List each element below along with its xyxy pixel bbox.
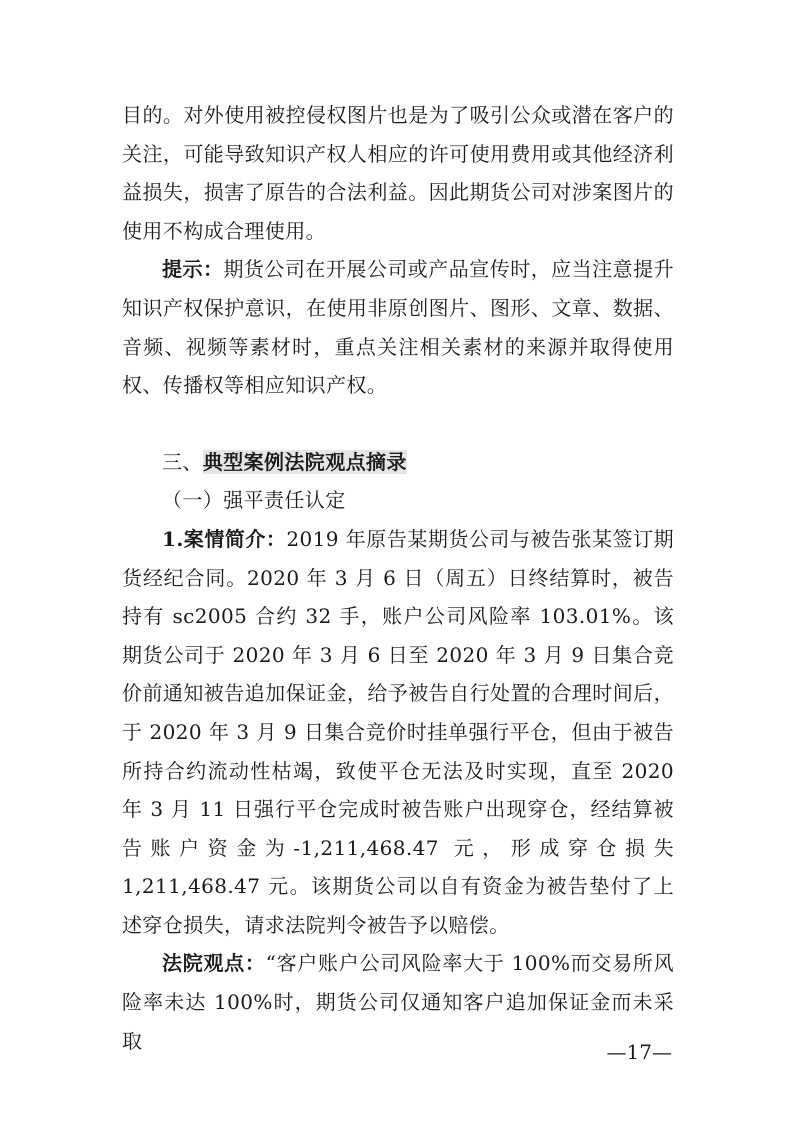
case-label: 1.案情简介： — [162, 526, 287, 551]
section-title: 典型案例法院观点摘录 — [202, 449, 407, 474]
paragraph-case — [122, 520, 674, 945]
section-prefix: 三、 — [162, 449, 203, 474]
court-label: 法院观点： — [162, 951, 266, 976]
page-number: —17— — [606, 1040, 672, 1064]
tip-label: 提示： — [162, 257, 224, 282]
section-heading — [122, 443, 674, 482]
court-text: “客户账户公司风险率大于 100%而交易所风险率未达 100%时，期货公司仅通知客户追加保证金而未采取 — [122, 951, 675, 1053]
subsection-heading: （一）强平责任认定 — [162, 488, 346, 513]
paragraph-conclusion: 目的。对外使用被控侵权图片也是为了吸引公众或潜在客户的关注，可能导致知识产权人相应的许可使用费用或其他经济利益损失，损害了原告的合法利益。因此期货公司对涉案图片的使用不构成合理使用。 — [122, 103, 674, 243]
document-body — [122, 96, 674, 1060]
spacer — [122, 405, 674, 443]
tip-text: 期货公司在开展公司或产品宣传时，应当注意提升知识产权保护意识，在使用非原创图片、图形、文章、数据、音频、视频等素材时，重点关注相关素材的来源并取得使用权、传播权等相应知识产权。 — [122, 257, 674, 398]
paragraph-court — [122, 944, 674, 1060]
case-text: 2019 年原告某期货公司与被告张某签订期货经纪合同。2020 年 3 月 6 日（周五）日终结算时，被告持有 sc2005 合约 32 手，账户公司风险率 103.01%。该期货公司于 2020 年 3 月 6 日至 2020 年 3 月 9 日集合竞价前通知被告追加保证金，给予被告自行处置的合理时间后，于 2020 年 3 月 9 日集合竞价时挂单强行平仓，但由于被告所持合约流动性枯竭，致使平仓无法及时实现，直至 2020 年 3 月 11 日强行平仓完成时被告账户出现穿仓，经结算被告账户资金为-1,211,468.47 元，形成穿仓损失 1,211,468.47 元。该期货公司以自有资金为被告垫付了上述穿仓损失，请求法院判令被告予以赔偿。 — [122, 526, 674, 937]
paragraph-tip — [122, 250, 674, 404]
